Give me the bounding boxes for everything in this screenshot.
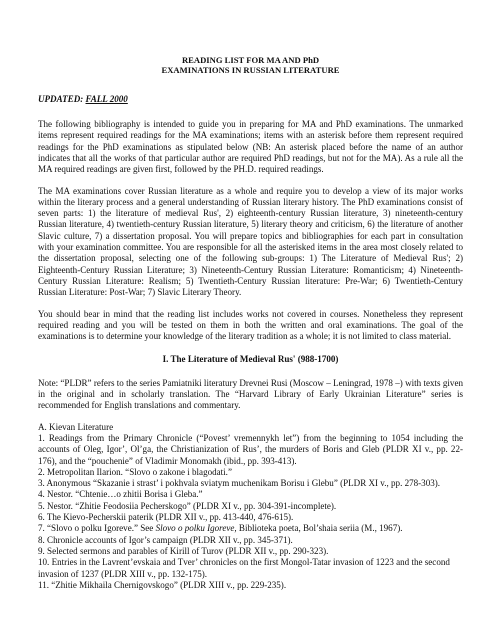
intro-paragraph-3: You should bear in mind that the reading list includes works not covered in courses. Nonetheless they represent required reading and you will be tested on them in both the written and oral examinations. The goal of the examinations is to determine your knowledge of the literary tradition as a whole; it is not limited to class material. — [38, 308, 463, 342]
item7-italic-title: Slovo o polku Igoreve, — [155, 523, 237, 534]
updated-label: UPDATED: — [38, 93, 84, 104]
list-item: 2. Metropolitan Ilarion. “Slovo o zakone i blagodati.” — [38, 466, 232, 477]
document-page — [38, 10, 463, 632]
title-line-1: READING LIST FOR MA AND PhD — [181, 55, 320, 65]
list-item: 3. Anonymous “Skazanie i strast’ i pokhvala sviatym muchenikam Borisu i Glebu” (PLDR XI v., pp. 278-303). — [38, 478, 441, 489]
intro-paragraph-1: The following bibliography is intended to guide you in preparing for MA and PhD examinations. The unmarked items represent required readings for the MA examinations; items with an asterisk before them represent required readings for the PhD examinations as stipulated below (NB: An asterisk placed before the name of an author indicates that all the works of that particular author are required PhD readings, but not for the MA). As a rule all the MA required readings are given first, followed by the PH.D. required readings. — [38, 119, 463, 175]
title-line-2: EXAMINATIONS IN RUSSIAN LITERATURE — [161, 65, 340, 76]
updated-line — [38, 94, 463, 105]
document-title — [38, 55, 463, 76]
section-note: Note: “PLDR” refers to the series Pamiatniki literatury Drevnei Rusi (Moscow – Leningrad, 1978 –) with texts given in the original and in scholarly translation. The “Harvard Library of Early Ukrainian Literature” series is recommended for English translations and commentary. — [38, 377, 463, 411]
updated-value: FALL 2000 — [85, 93, 128, 104]
list-item: 4. Nestor. “Chtenie…o zhitii Borisa i Gleba.” — [38, 489, 203, 500]
subsection-heading: A. Kievan Literature — [38, 421, 114, 432]
list-item: 6. The Kievo-Pecherskii paterik (PLDR XII v., pp. 413-440, 476-615). — [38, 512, 294, 523]
list-item: 9. Selected sermons and parables of Kirill of Turov (PLDR XII v., pp. 290-323). — [38, 545, 329, 556]
section-title: I. The Literature of Medieval Rus' (988-1700) — [162, 354, 339, 365]
item7-lead: 7. “Slovo o polku Igoreve.” See — [38, 523, 154, 534]
intro-paragraph-2: The MA examinations cover Russian literature as a whole and require you to develop a view of its major works within the literary process and a general understanding of Russian literary history. The PhD examinations consist of seven parts: 1) the literature of medieval Rus', 2) eighteenth-century Russian literature, 3) nineteenth-century Russian literature, 4) twentieth-century Russian literature, 5) literary theory and criticism, 6) the literature of another Slavic culture, 7) a dissertation proposal. You will prepare topics and bibliographies for each part in consultation with your examination committee. You are responsible for all the asterisked items in the area most closely related to the dissertation proposal, selecting one of the following sub-groups: 1) The Literature of Medieval Rus'; 2) Eighteenth-Century Russian Literature; 3) Nineteenth-Century Russian Literature: Romanticism; 4) Nineteenth-Century Russian Literature: Realism; 5) Twentieth-Century Russian literature: Pre-War; 6) Twentieth-Century Russian Literature: Post-War; 7) Slavic Literary Theory. — [38, 185, 463, 298]
list-item: 8. Chronicle accounts of Igor’s campaign (PLDR XII v., pp. 345-371). — [38, 534, 293, 545]
list-item: 11. “Zhitie Mikhaila Chernigovskogo” (PLDR XIII v., pp. 229-235). — [38, 579, 287, 590]
item7-tail: Biblioteka poeta, Bol’shaia seriia (M., 1967). — [238, 523, 403, 534]
list-item-7 — [38, 523, 463, 534]
list-item: 5. Nestor. “Zhitie Feodosiia Pecherskogo” (PLDR XI v., pp. 304-391-incomplete). — [38, 500, 337, 511]
list-item: 1. Readings from the Primary Chronicle (“Povest’ vremennykh let”) from the beginning to 1054 including the accounts of Oleg, Igor’, Ol’ga, the Christianization of Rus’, the murders of Boris and Gleb (PLDR XI v., pp. 22-176), and the “pouchenie” of Vladimir Monomakh (ibid., pp. 393-413). — [38, 432, 463, 466]
list-item: 10. Entries in the Lavrent’evskaia and Tver’ chronicles on the first Mongol-Tatar invasion of 1223 and the second invasion of 1237 (PLDR XIII v., pp. 132-175). — [38, 557, 450, 579]
